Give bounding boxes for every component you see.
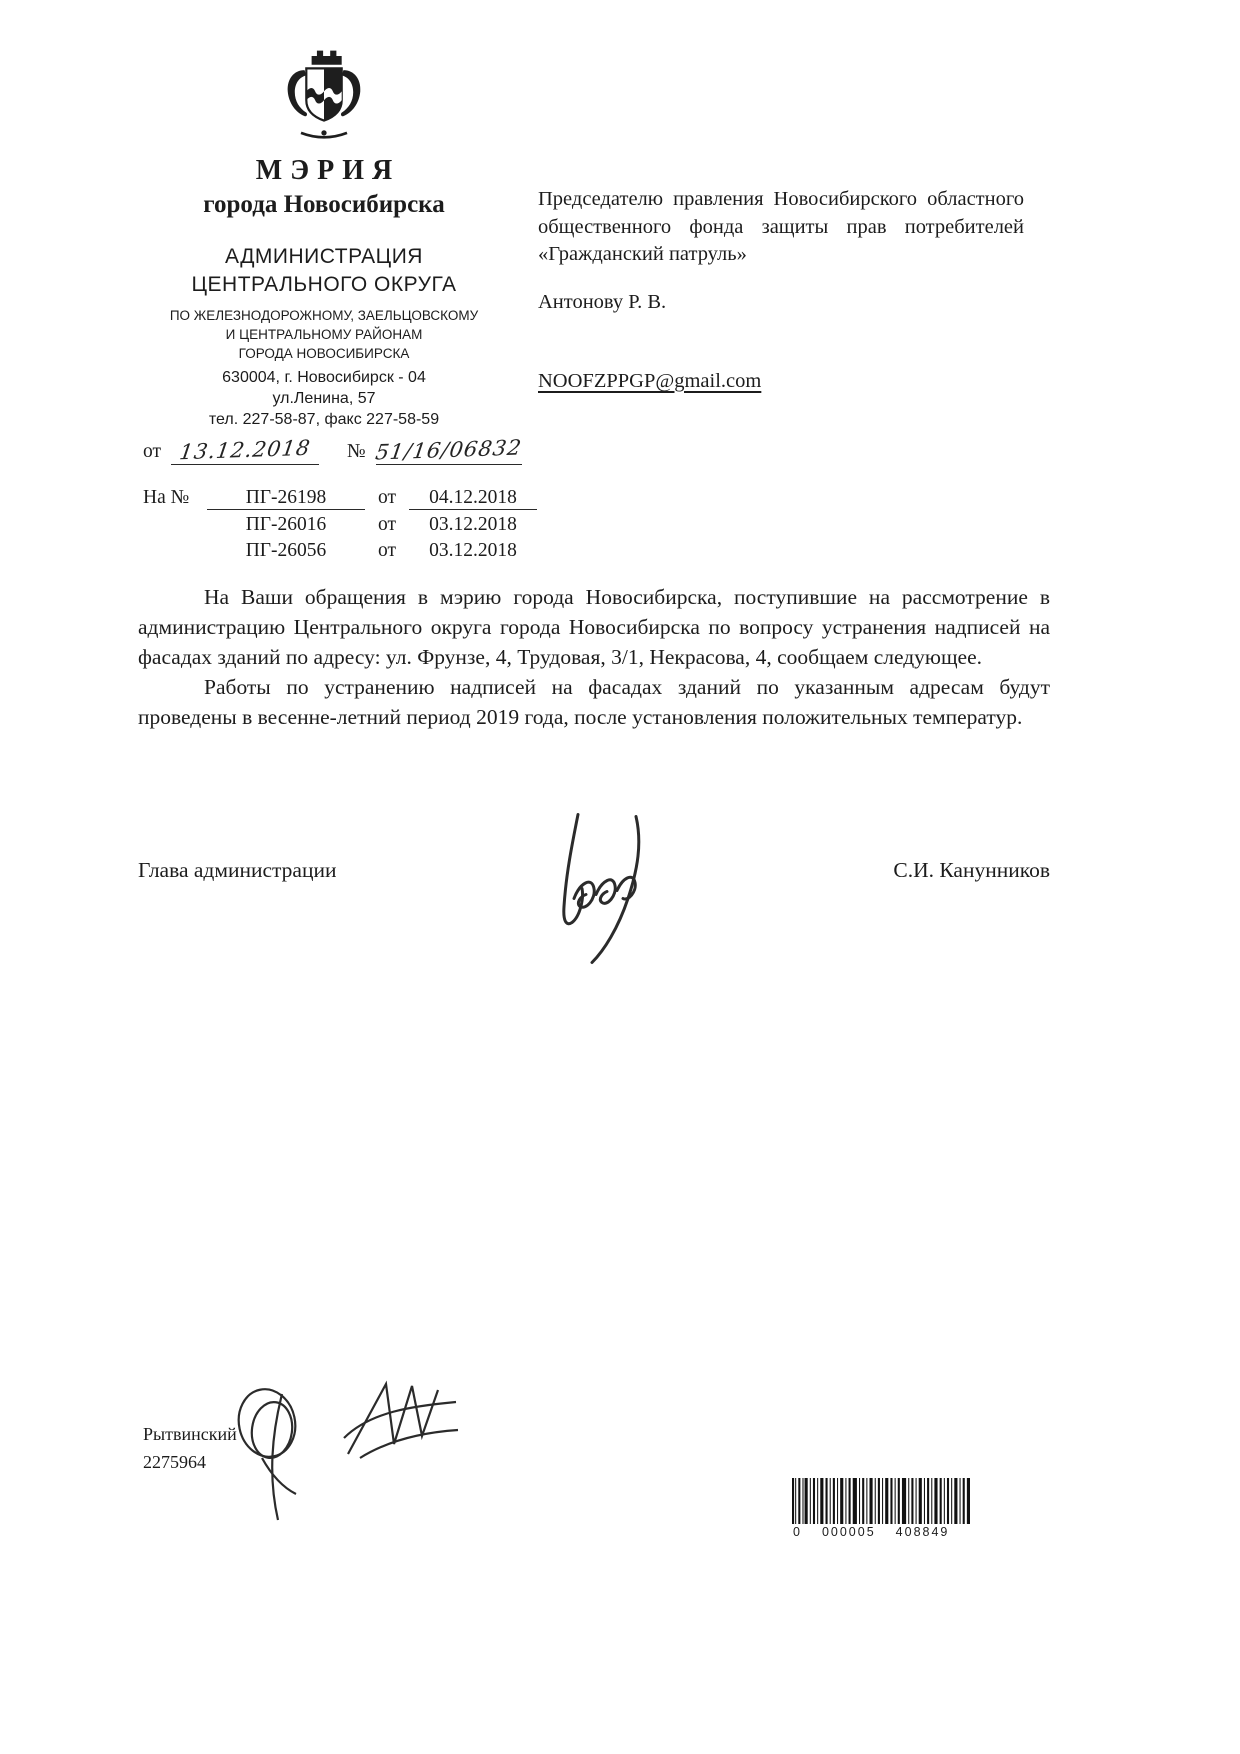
org-contacts: тел. 227-58-87, факс 227-58-59 [208,411,440,428]
incoming-refs-table [143,486,537,562]
incoming-row-number: ПГ-26198 [207,486,365,510]
recipient-position: Председателю правления Новосибирского областного общественного фонда защиты прав потребителей «Гражданский патруль» [538,188,1024,265]
signer-position: Глава администрации [138,858,337,882]
incoming-label-empty [143,513,207,536]
incoming-row-number: ПГ-26056 [245,540,327,561]
barcode-digits [792,1525,972,1539]
recipient-name: Антонову Р. В. [538,290,667,313]
body-paragraph-1: На Ваши обращения в мэрию города Новосибирска, поступившие на рассмотрение в администрацию Центрального округа города Новосибирска по вопросу устранения надписей на фасадах зданий по адресу: ул. Фрунзе, 4, Трудовая, 3/1, Некрасова, 4, сообщаем следующее. [138,585,1050,669]
org-admin-line-2: ЦЕНТРАЛЬНОГО ОКРУГА [191,273,457,296]
org-address-line-1: 630004, г. Новосибирск - 04 [222,369,426,386]
incoming-row-ot: от [377,514,396,535]
executor-name: Рытвинский [143,1424,237,1444]
incoming-row-date: 03.12.2018 [429,514,517,535]
org-districts-line-1: ПО ЖЕЛЕЗНОДОРОЖНОМУ, ЗАЕЛЬЦОВСКОМУ [169,308,479,323]
outgoing-number-label: № [347,441,366,462]
outgoing-ref-line [143,435,524,465]
org-address-line-2: ул.Ленина, 57 [272,390,376,407]
incoming-row-date: 03.12.2018 [429,540,517,561]
outgoing-date-handwritten: 13.12.2018 [177,435,313,465]
barcode-digit-mid: 000005 [821,1525,876,1539]
barcode-icon [792,1478,970,1524]
incoming-row-ot: от [377,487,396,508]
outgoing-date-label: от [143,441,162,462]
letter-body [138,582,1050,732]
incoming-label: На № [143,487,190,508]
novosibirsk-coat-of-arms-icon [278,46,370,142]
letterhead-org-block [128,46,520,429]
outgoing-number-handwritten: 51/16/06832 [373,435,524,465]
outgoing-date-field [171,435,319,465]
barcode-digit-right: 408849 [895,1525,950,1539]
org-districts-line-3: ГОРОДА НОВОСИБИРСКА [238,346,410,361]
org-admin-line-1: АДМИНИСТРАЦИЯ [225,245,423,268]
incoming-row-ot: от [377,540,396,561]
recipient-block [538,186,1024,393]
incoming-row-number: ПГ-26016 [245,514,327,535]
org-title-city: города Новосибирска [203,191,445,218]
executor-signature-icon [222,1378,322,1528]
incoming-row-date: 04.12.2018 [409,486,537,510]
kanunnikov-signature-icon [540,800,710,975]
recipient-email: NOOFZPPGP@gmail.com [538,369,762,392]
signer-name: С.И. Канунников [893,858,1050,882]
barcode-block [792,1478,972,1539]
executor-phone: 2275964 [143,1452,206,1472]
outgoing-number-field [373,435,524,465]
org-districts-line-2: И ЦЕНТРАЛЬНОМУ РАЙОНАМ [225,327,423,342]
org-title-mayor: МЭРИЯ [255,155,401,186]
barcode-digit-left: 0 [793,1525,802,1539]
secondary-signature-icon [340,1372,465,1464]
body-paragraph-2: Работы по устранению надписей на фасадах зданий по указанным адресам будут проведены в весенне-летний период 2019 года, после установления положительных температур. [138,675,1050,729]
incoming-label-empty [143,539,207,562]
